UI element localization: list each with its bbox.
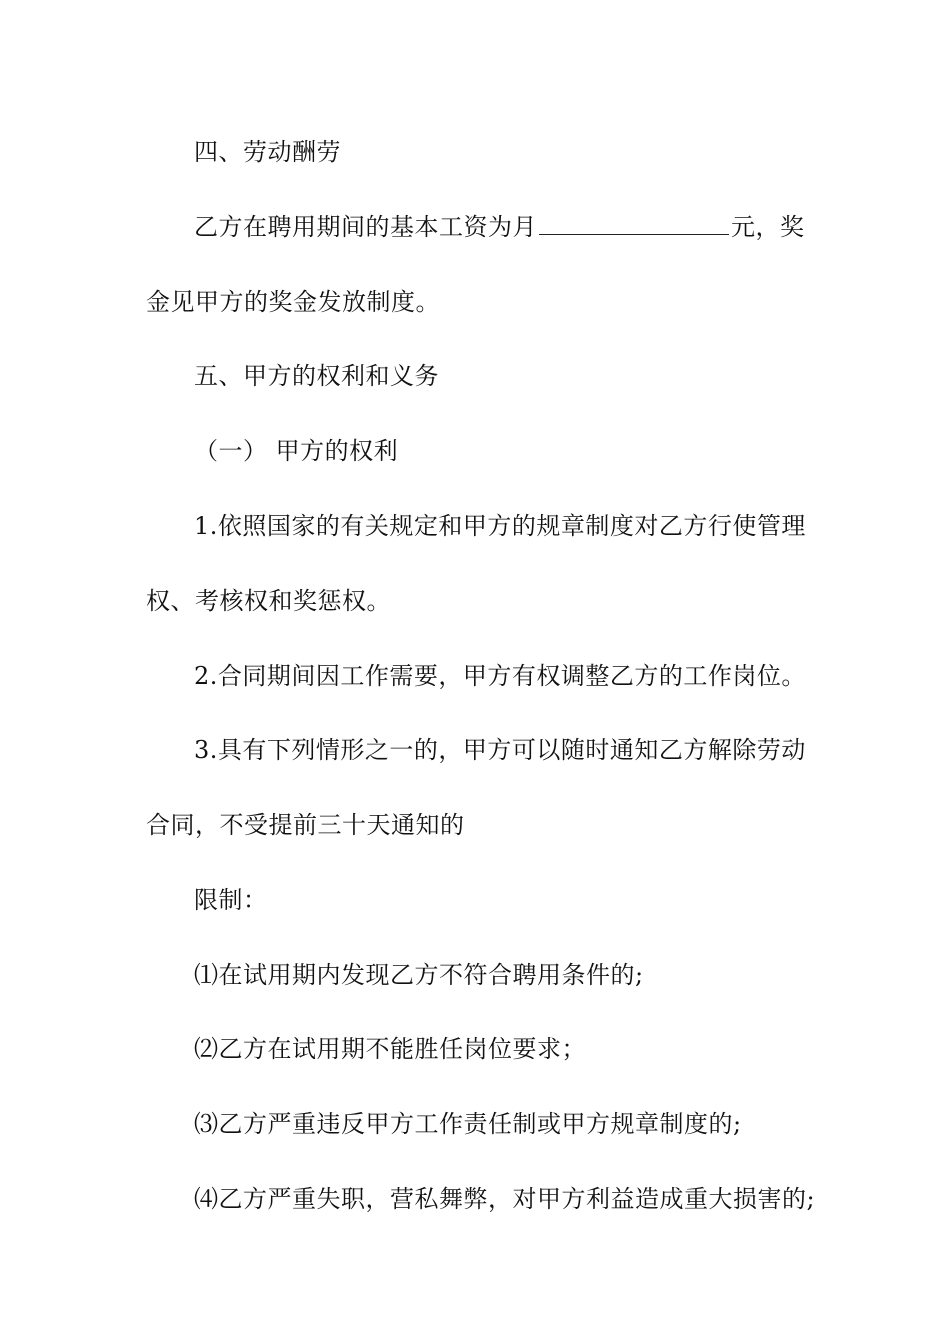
sub-item-4: ⑷乙方严重失职，营私舞弊，对甲方利益造成重大损害的; <box>194 1185 816 1213</box>
salary-text-after: 元，奖 <box>731 213 805 241</box>
sub-item-2: ⑵乙方在试用期不能胜任岗位要求； <box>194 1035 586 1063</box>
item3-line2: 合同，不受提前三十天通知的 <box>146 811 465 839</box>
item1-line1: 1.依照国家的有关规定和甲方的规章制度对乙方行使管理 <box>194 512 806 540</box>
item1-line2: 权、考核权和奖惩权。 <box>146 587 391 615</box>
subsection1-heading: （一） 甲方的权利 <box>194 437 399 465</box>
salary-text-before: 乙方在聘用期间的基本工资为月 <box>194 213 537 241</box>
item3-line1: 3.具有下列情形之一的，甲方可以随时通知乙方解除劳动 <box>194 736 806 764</box>
item2: 2.合同期间因工作需要，甲方有权调整乙方的工作岗位。 <box>194 662 806 690</box>
salary-blank-field <box>539 212 729 235</box>
sub-item-3: ⑶乙方严重违反甲方工作责任制或甲方规章制度的; <box>194 1110 742 1138</box>
salary-continuation: 金见甲方的奖金发放制度。 <box>146 288 440 316</box>
section5-heading: 五、甲方的权利和义务 <box>194 362 439 390</box>
sub-item-1: ⑴在试用期内发现乙方不符合聘用条件的; <box>194 961 644 989</box>
item3-line3: 限制： <box>194 886 268 914</box>
section4-heading: 四、劳动酬劳 <box>194 138 341 166</box>
salary-line <box>194 212 805 242</box>
